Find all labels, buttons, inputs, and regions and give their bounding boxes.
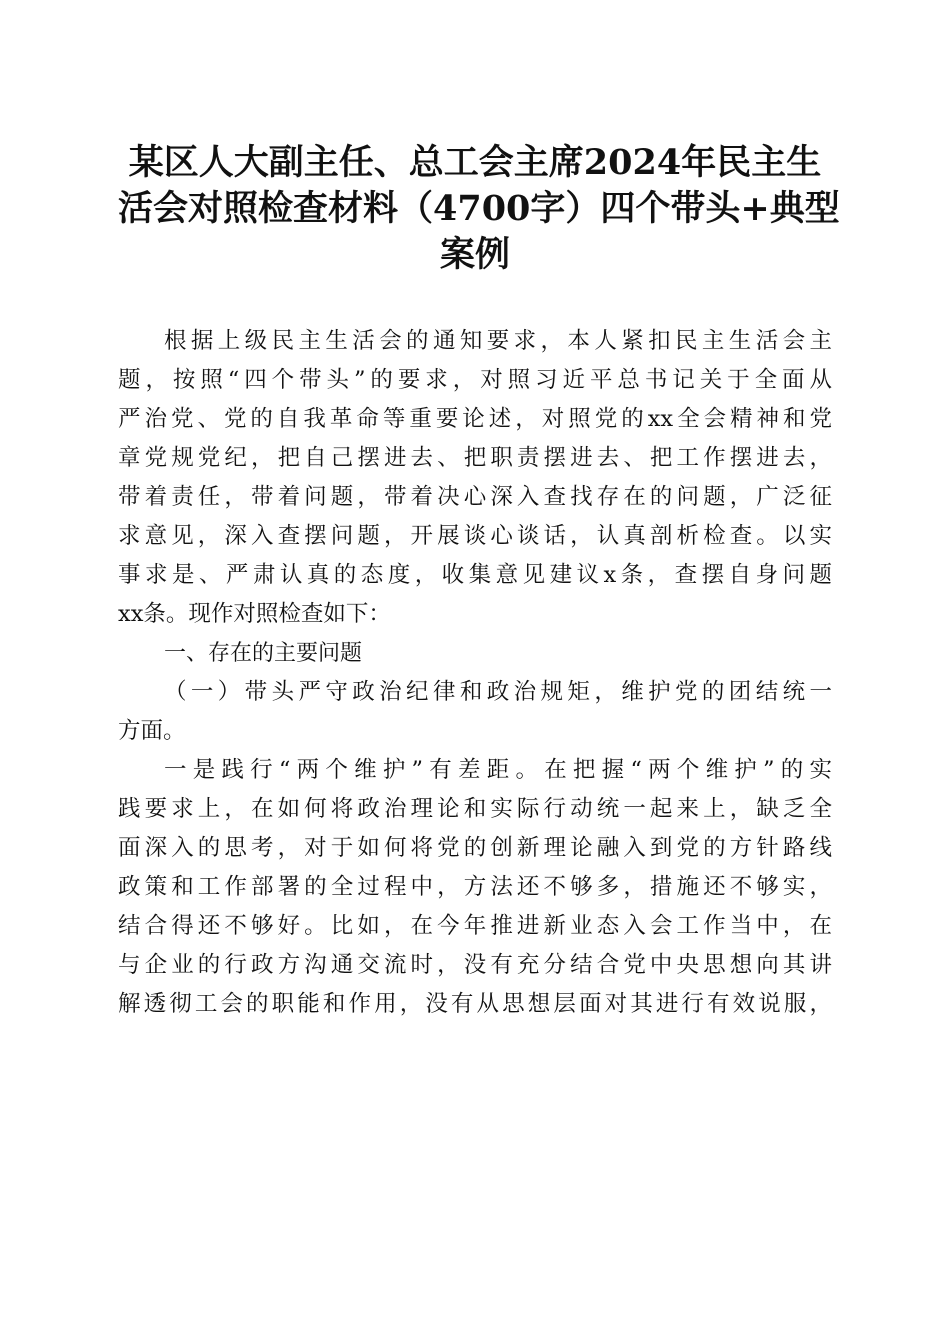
subheading-line-1: （一）带头严守政治纪律和政治规矩，维护党的团结统一 [164, 679, 832, 705]
subheading-paragraph [118, 673, 832, 751]
section-heading: 一、存在的主要问题 [164, 641, 363, 666]
title-line-3: 案例 [439, 234, 510, 275]
intro-line-5: 带着责任，带着问题，带着决心深入查找存在的问题，广泛征 [118, 484, 832, 510]
document-title [118, 140, 840, 278]
intro-line-2: 题，按照“四个带头”的要求，对照习近平总书记关于全面从 [118, 367, 832, 393]
intro-line-4: 章党规党纪，把自己摆进去、把职责摆进去、把工作摆进去， [118, 445, 832, 471]
subheading-line-2: 方面。 [118, 718, 186, 744]
intro-line-8: xx条。现作对照检查如下： [118, 601, 391, 627]
intro-line-1: 根据上级民主生活会的通知要求，本人紧扣民主生活会主 [164, 328, 832, 354]
body-paragraph [118, 751, 832, 1024]
body-line-4: 政策和工作部署的全过程中，方法还不够多，措施还不够实， [118, 874, 832, 900]
body-line-2: 践要求上，在如何将政治理论和实际行动统一起来上，缺乏全 [118, 796, 832, 822]
title-line-2: 活会对照检查材料（4700字）四个带头+典型 [118, 188, 840, 229]
body-line-3: 面深入的思考，对于如何将党的创新理论融入到党的方针路线 [118, 835, 832, 861]
body-line-7: 解透彻工会的职能和作用，没有从思想层面对其进行有效说服， [118, 991, 832, 1017]
body-line-1: 一是践行“两个维护”有差距。在把握“两个维护”的实 [164, 757, 832, 783]
intro-line-3: 严治党、党的自我革命等重要论述，对照党的xx全会精神和党 [118, 406, 832, 432]
intro-paragraph [118, 322, 832, 634]
document-body [118, 322, 832, 1024]
intro-line-6: 求意见，深入查摆问题，开展谈心谈话，认真剖析检查。以实 [118, 523, 832, 549]
title-line-1: 某区人大副主任、总工会主席2024年民主生 [128, 142, 822, 183]
body-line-6: 与企业的行政方沟通交流时，没有充分结合党中央思想向其讲 [118, 952, 832, 978]
intro-line-7: 事求是、严肃认真的态度，收集意见建议x条，查摆自身问题 [118, 562, 832, 588]
body-line-5: 结合得还不够好。比如，在今年推进新业态入会工作当中，在 [118, 913, 832, 939]
